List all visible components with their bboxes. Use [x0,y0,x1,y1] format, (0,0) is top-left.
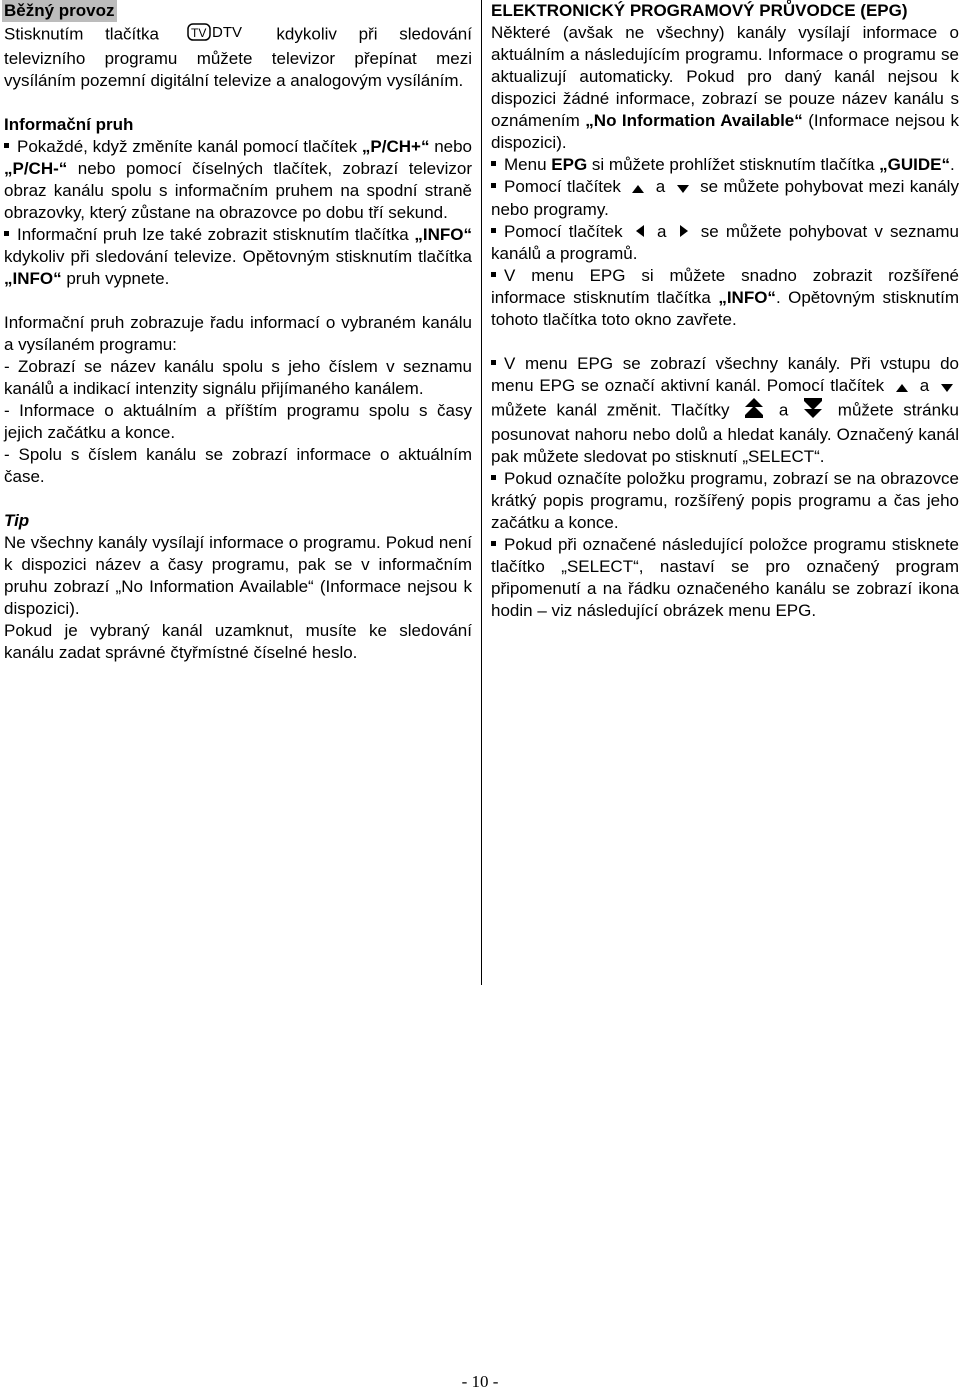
right-column [491,0,959,622]
column-divider [481,0,482,985]
info-bullet-2: Informační pruh lze také zobrazit stisknutím tlačítka „INFO“ kdykoliv při sledování televize. Opětovným stisknutím tlačítka „INFO“ pruh vypnete. [4,225,472,288]
down-arrow-icon [677,177,689,199]
bullet-icon [491,183,496,188]
epg-title: ELEKTRONICKÝ PROGRAMOVÝ PRŮVODCE (EPG) [491,1,908,20]
bullet-icon [491,541,496,546]
tip-paragraph-1: Ne všechny kanály vysílají informace o programu. Pokud není k dispozici název a časy programu, pak se v informačním pruhu zobrazí „No Information Available“ (Informace nejsou k dispozici). [4,533,472,618]
info-dash-2: - Informace o aktuálním a příštím programu spolu s časy jejich začátku a konce. [4,401,472,442]
page-number: - 10 - [461,1372,499,1391]
right-arrow-icon [680,221,688,243]
left-arrow-icon [636,221,644,243]
epg-bullet-2: Pomocí tlačítek a se můžete pohybovat mezi kanály nebo programy. [491,177,959,219]
svg-text:DTV: DTV [211,24,242,41]
epg-bullet-6: Pokud označíte položku programu, zobrazí se na obrazovce krátký popis programu, rozšířený popis programu a čas jeho začátku a konce. [491,468,959,532]
page-up-icon [745,398,763,424]
bullet-icon [491,475,496,480]
tip-title: Tip [4,511,30,530]
up-arrow-icon [632,177,644,199]
epg-bullet-1: Menu EPG si můžete prohlížet stisknutím tlačítka „GUIDE“. [491,154,959,176]
info-dash-3: - Spolu s číslem kanálu se zobrazí informace o aktuálním čase. [4,445,472,486]
info-bar-title: Informační pruh [4,115,134,134]
svg-text:TV: TV [190,26,207,40]
bullet-icon [491,161,496,166]
epg-bullet-5: V menu EPG se zobrazí všechny kanály. Při vstupu do menu EPG se označí aktivní kanál. Pomocí tlačítek a můžete kanál změnit. Tlačítky a můžete stránku posunovat nahoru nebo dolů a hledat kanály. Označený kanál pak můžete sledovat po stisknutí „SELECT“. [491,354,959,466]
epg-bullet-7: Pokud při označené následující položce programu stisknete tlačítko „SELECT“, nastaví se pro označený program připomenutí a na řádku označeného kanálu se zobrazí ikona hodin – viz následující obrázek menu EPG. [491,534,959,620]
section-title: Běžný provoz [4,1,115,20]
info-paragraph: Informační pruh zobrazuje řadu informací o vybraném kanálu a vysílaném programu: [4,313,472,354]
tv-dtv-button-icon [187,22,249,48]
page-down-icon [804,398,822,424]
up-arrow-icon [896,376,908,398]
epg-bullet-4: V menu EPG si můžete snadno zobrazit rozšířené informace stisknutím tlačítka „INFO“. Opětovným stisknutím tohoto tlačítka toto okno zavřete. [491,266,959,330]
left-column [4,0,472,664]
info-bullet-1: Pokaždé, když změníte kanál pomocí tlačítek „P/CH+“ nebo „P/CH-“ nebo pomocí číselných tlačítek, zobrazí televizor obraz kanálu spolu s informačním pruhem na spodní straně obrazovky, který zůstane na obrazovce po dobu tří sekund. [4,137,473,222]
bullet-icon [491,228,496,233]
epg-intro: Některé (avšak ne všechny) kanály vysílají informace o aktuálním a následujícím programu. Informace o programu se aktualizují automaticky. Pokud pro daný kanál nejsou k dispozici žádné informace, zobrazí se pouze název kanálu s oznámením „No Information Available“ (Informace nejsou k dispozici). [491,23,959,152]
bullet-icon [491,360,496,365]
bullet-icon [4,143,9,148]
epg-bullet-3: Pomocí tlačítek a se můžete pohybovat v seznamu kanálů a programů. [491,221,959,264]
bullet-icon [491,272,496,277]
tip-paragraph-2: Pokud je vybraný kanál uzamknut, musíte ke sledování kanálu zadat správné čtyřmístné číselné heslo. [4,621,472,662]
bullet-icon [4,231,9,236]
intro-paragraph: Stisknutím tlačítka TV DTV kdykoliv při sledování televizního programu můžete televizor přepínat mezi vysíláním pozemní digitální televize a analogovým vysíláním. [4,24,472,90]
info-dash-1: - Zobrazí se název kanálu spolu s jeho číslem v seznamu kanálů a indikací intenzity signálu přijímaného kanálem. [4,357,472,398]
down-arrow-icon [941,376,953,398]
